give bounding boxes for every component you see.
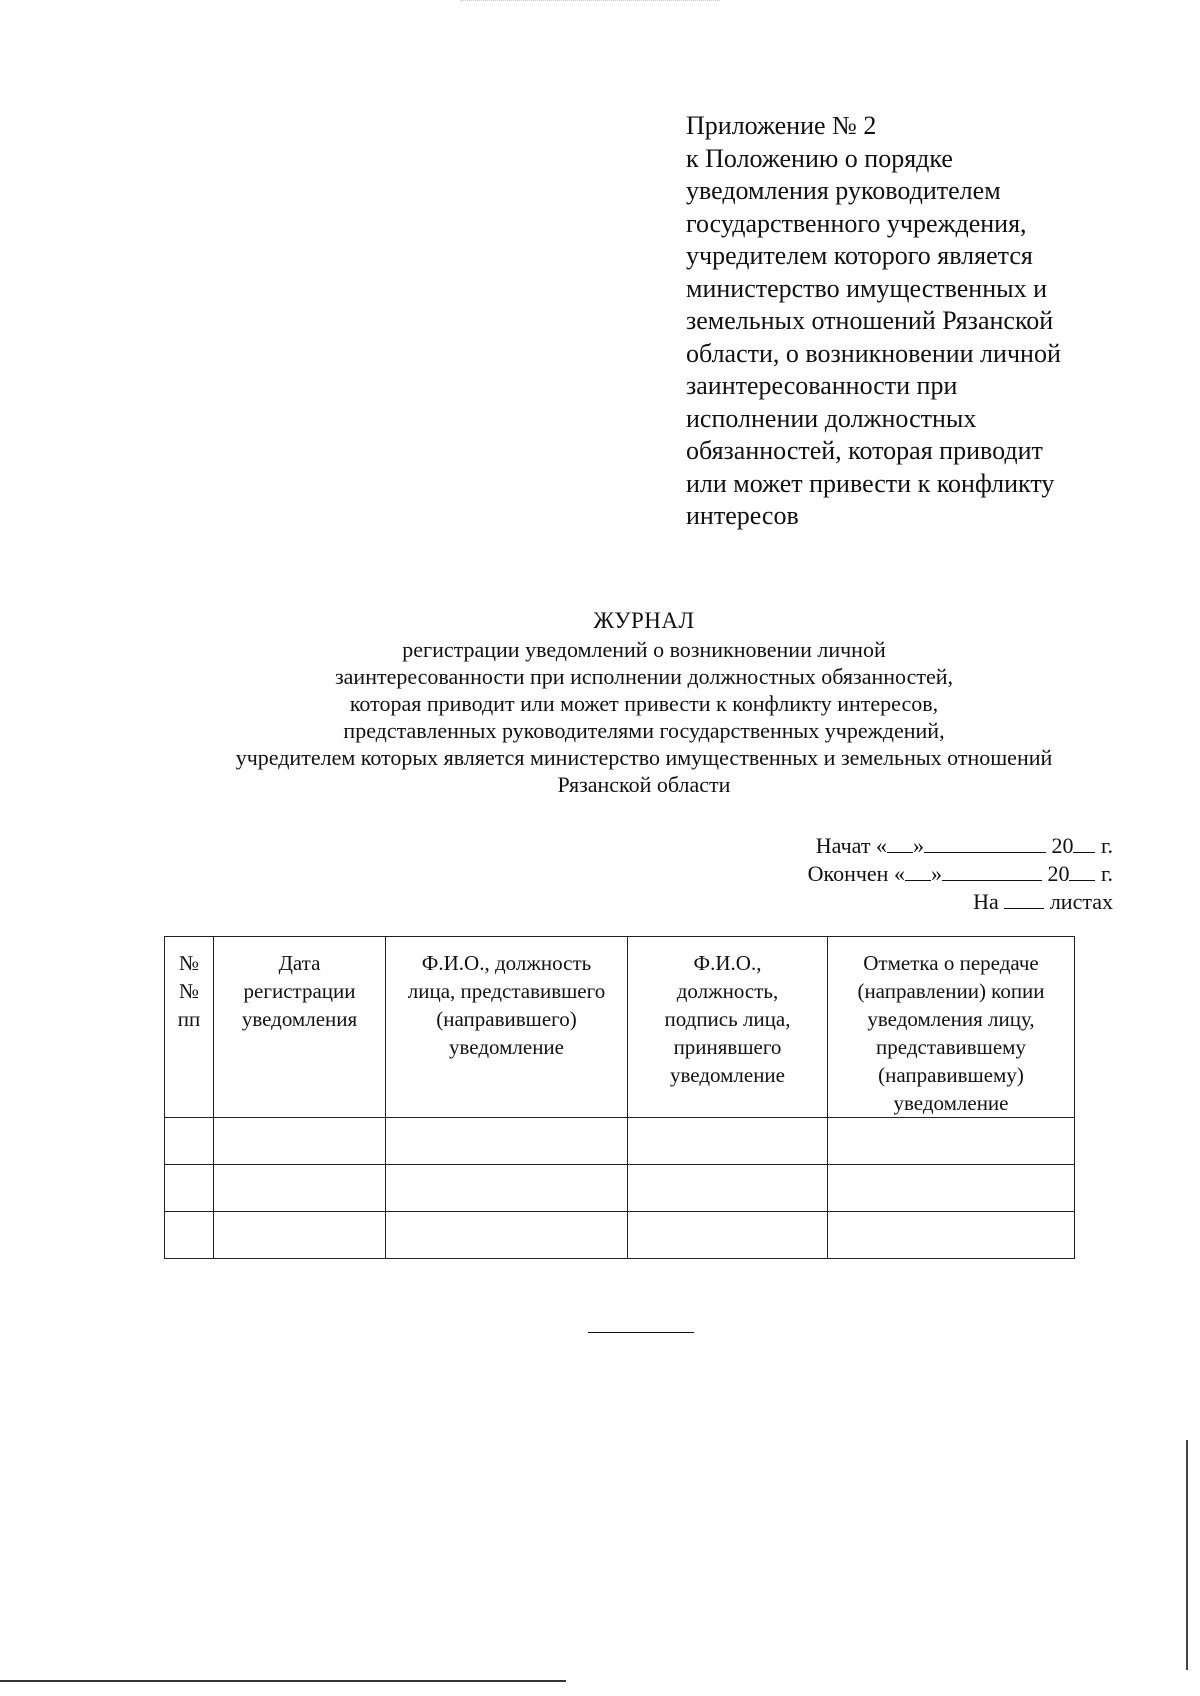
ended-suffix: г. (1100, 861, 1113, 886)
table-cell[interactable] (214, 1165, 386, 1212)
subtitle-line: заинтересованности при исполнении должностных обязанностей, (334, 664, 954, 689)
table-cell[interactable] (386, 1212, 628, 1259)
started-date-row (753, 832, 1113, 860)
table-cell[interactable] (214, 1118, 386, 1165)
appendix-line: министерство имущественных и (686, 273, 1047, 303)
table-cell[interactable] (828, 1118, 1075, 1165)
ended-date-row (753, 860, 1113, 888)
journal-heading (0, 606, 1200, 798)
table-header-row (165, 937, 1075, 1118)
sheets-count-blank[interactable] (1004, 889, 1044, 909)
sheets-row (753, 888, 1113, 916)
appendix-line: уведомления руководителем (686, 176, 1001, 205)
started-day-blank[interactable] (887, 833, 913, 853)
journal-subtitle (0, 636, 1200, 798)
table-row (165, 1165, 1075, 1212)
ended-label: Окончен « (807, 861, 905, 886)
started-quote-close: » (912, 833, 924, 858)
started-year-blank[interactable] (1073, 833, 1095, 853)
table-cell[interactable] (386, 1118, 628, 1165)
ended-year-blank[interactable] (1069, 861, 1095, 881)
table-cell[interactable] (828, 1212, 1075, 1259)
appendix-line: государственного учреждения, (686, 208, 1027, 238)
appendix-line: или может привести к конфликту (686, 468, 1055, 498)
appendix-line: Приложение № 2 (686, 111, 877, 140)
scan-artifact (460, 0, 720, 7)
table-cell[interactable] (628, 1212, 828, 1259)
subtitle-line: регистрации уведомлений о возникновении личной (402, 637, 886, 662)
ended-month-blank[interactable] (942, 861, 1042, 881)
registry-table (164, 936, 1075, 1259)
table-row (165, 1118, 1075, 1165)
appendix-line: заинтересованности при (686, 371, 958, 400)
sheets-prefix: На (973, 889, 999, 914)
column-header-submitter: Ф.И.О., должность лица, представившего (направившего) уведомление (386, 937, 628, 1118)
column-header-receiver: Ф.И.О., должность, подпись лица, принявшего уведомление (628, 937, 828, 1118)
appendix-block (686, 110, 1116, 533)
table-row (165, 1212, 1075, 1259)
journal-dates (753, 832, 1113, 916)
subtitle-line: представленных руководителями государственных учреждений, (343, 718, 945, 743)
column-header-copy-mark: Отметка о передаче (направлении) копии уведомления лицу, представившему (направившему) уведомление (828, 937, 1075, 1118)
ended-day-blank[interactable] (905, 861, 931, 881)
started-year: 20 (1051, 833, 1074, 858)
table-cell[interactable] (828, 1165, 1075, 1212)
ended-year: 20 (1047, 861, 1070, 886)
appendix-line: области, о возникновении личной (686, 338, 1061, 368)
column-header-registration-date: Дата регистрации уведомления (214, 937, 386, 1118)
appendix-line: к Положению о порядке (686, 143, 953, 173)
subtitle-line: Рязанской области (557, 772, 731, 797)
table-cell[interactable] (165, 1212, 214, 1259)
subtitle-line: учредителем которых является министерство имущественных и земельных отношений (235, 745, 1053, 770)
appendix-line: обязанностей, которая приводит (686, 436, 1043, 465)
started-suffix: г. (1100, 833, 1113, 858)
table-cell[interactable] (165, 1118, 214, 1165)
scan-edge (1186, 1440, 1188, 1670)
footer-rule (0, 1680, 566, 1682)
table-cell[interactable] (628, 1165, 828, 1212)
journal-title: ЖУРНАЛ (593, 608, 695, 633)
appendix-line: исполнении должностных (686, 403, 977, 433)
table-cell[interactable] (386, 1165, 628, 1212)
started-label: Начат « (815, 833, 887, 858)
appendix-line: земельных отношений Рязанской (686, 306, 1054, 335)
table-cell[interactable] (214, 1212, 386, 1259)
document-end-rule (588, 1332, 694, 1333)
subtitle-line: которая приводит или может привести к конфликту интересов, (349, 691, 939, 716)
appendix-line: учредителем которого является (686, 241, 1033, 270)
table-cell[interactable] (628, 1118, 828, 1165)
column-header-number: № № пп (165, 937, 214, 1118)
table-cell[interactable] (165, 1165, 214, 1212)
started-month-blank[interactable] (924, 833, 1046, 853)
appendix-line: интересов (686, 501, 799, 530)
sheets-suffix: листах (1049, 889, 1113, 914)
ended-quote-close: » (930, 861, 942, 886)
